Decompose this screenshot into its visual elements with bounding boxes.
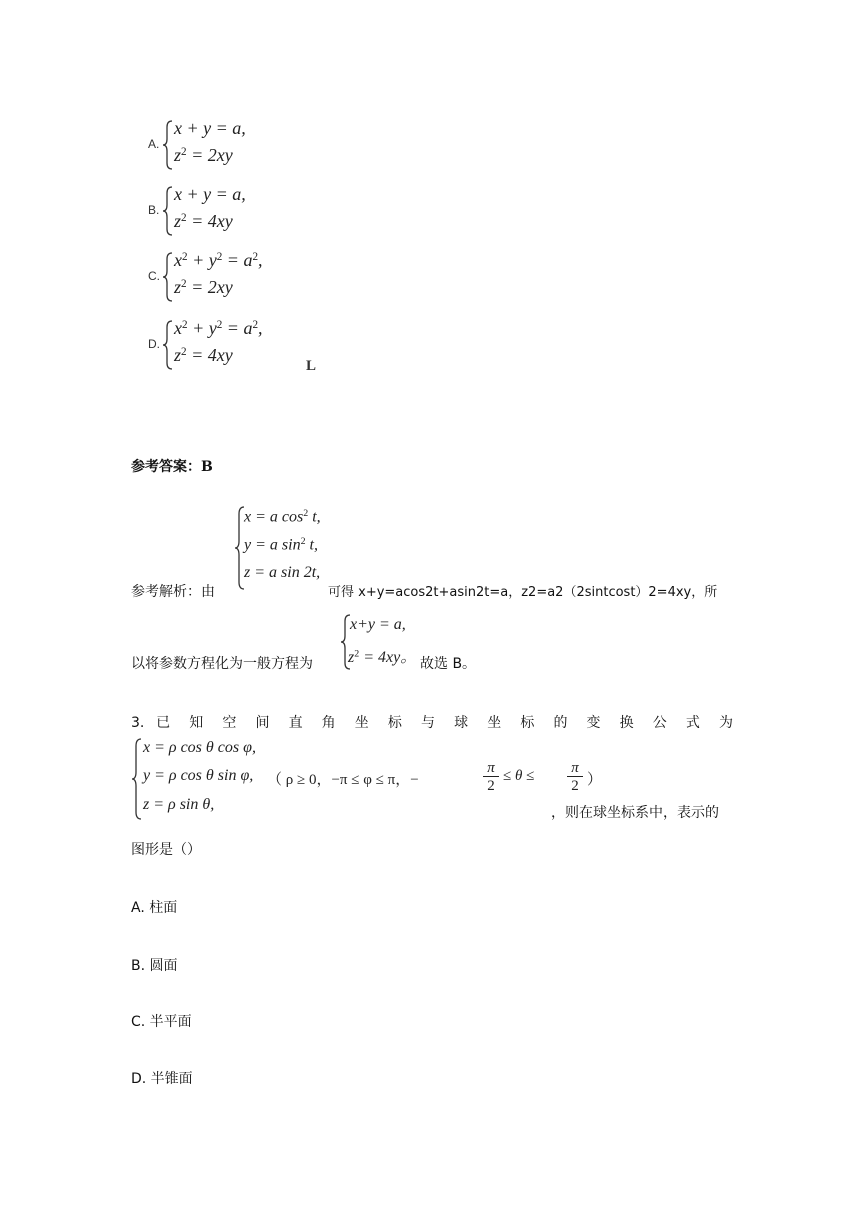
analysis-line2-tail: 故选 B。: [420, 656, 477, 672]
option-label: B.: [148, 203, 160, 217]
equation-line: $z^2 = 2xy$: [174, 277, 233, 297]
left-brace-icon: [162, 252, 174, 302]
fraction: π 2: [567, 760, 583, 795]
question3-after: ，则在球坐标系中，表示的: [551, 805, 719, 821]
option-label: D.: [148, 337, 160, 351]
option-c[interactable]: [148, 250, 298, 304]
equation-line: y = ρ cos θ sin φ,: [143, 767, 254, 784]
choice-a[interactable]: A. 柱面: [131, 900, 178, 916]
condition-part: （ ρ ≥ 0，−π ≤ φ ≤ π，−: [267, 772, 419, 788]
analysis-system: [234, 506, 334, 590]
equation-line: x+y = a,: [350, 616, 406, 633]
choice-b[interactable]: B. 圆面: [131, 958, 178, 974]
equation-line: $z^2 = 4xy$。: [348, 648, 417, 666]
condition-part: ≤ θ ≤: [503, 768, 535, 784]
left-brace-icon: [162, 120, 174, 170]
equation-line: y = a $\sin^2 t$,: [244, 536, 318, 554]
equation-line: z = ρ sin θ,: [143, 796, 215, 813]
option-label: C.: [148, 269, 160, 283]
analysis-tail: 可得 x+y=acos2t+asin2t=a，z2=a2（2sintcost）2=4xy，所: [328, 585, 718, 600]
option-a[interactable]: [148, 118, 288, 172]
choice-c[interactable]: C. 半平面: [131, 1014, 192, 1030]
left-brace-icon: [162, 186, 174, 236]
option-b[interactable]: [148, 184, 288, 238]
answer-line: [131, 456, 213, 476]
analysis-system-2: [340, 614, 420, 670]
equation-line: z = a sin 2t,: [244, 564, 321, 581]
choice-d[interactable]: D. 半锥面: [131, 1071, 193, 1087]
equation-line: $x^2 + y^2 = a^2$,: [174, 318, 263, 338]
question3-stem: 3. 已 知 空 间 直 角 坐 标 与 球 坐 标 的 变 换 公 式 为: [131, 715, 733, 731]
equation-line: x = a $\cos^2 t$,: [244, 508, 321, 526]
equation-line: x + y = a,: [174, 184, 246, 204]
option-d[interactable]: [148, 318, 298, 372]
question3-continuation: 图形是（）: [131, 842, 201, 858]
left-brace-icon: [162, 320, 174, 370]
equation-line: x = ρ cos θ cos φ,: [143, 739, 256, 756]
option-label: A.: [148, 137, 160, 151]
equation-line: $z^2 = 4xy$: [174, 211, 233, 231]
equation-line: x + y = a,: [174, 118, 246, 138]
equation-line: $x^2 + y^2 = a^2$,: [174, 250, 263, 270]
condition-part: ）: [587, 772, 603, 788]
left-brace-icon: [131, 738, 143, 820]
equation-line: $z^2 = 4xy$: [174, 345, 233, 365]
equation-line: $z^2 = 2xy$: [174, 145, 233, 165]
answer-value: B: [201, 459, 213, 475]
stray-mark: L: [306, 358, 317, 374]
question3-system: [131, 738, 603, 820]
analysis-prefix: 参考解析：由: [131, 584, 215, 600]
fraction: π 2: [483, 760, 499, 795]
analysis-line2-prefix: 以将参数方程化为一般方程为: [131, 656, 313, 672]
answer-label: 参考答案：: [131, 459, 201, 475]
